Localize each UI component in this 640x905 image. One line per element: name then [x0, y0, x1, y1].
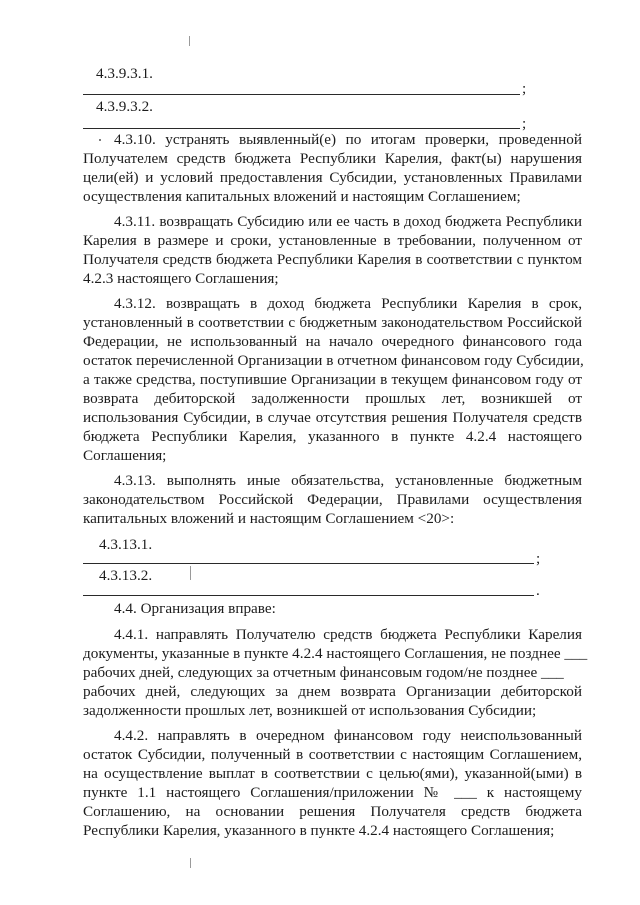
scan-speck	[190, 858, 191, 868]
item-4-3-13-2-number: 4.3.13.2.	[99, 567, 153, 584]
item-4-3-13-1-number: 4.3.13.1.	[99, 536, 153, 553]
paragraph-4-3-11-line: Получателя средств бюджета Республики Карелия в соответствии с пунктом	[83, 251, 582, 268]
paragraph-4-4-1-line: рабочих дней, следующих за отчетным финансовым годом/не позднее ___	[83, 664, 564, 681]
paragraph-4-3-12-line: использования Субсидии, в случае отсутствия решения Получателя средств	[83, 409, 582, 426]
item-4-3-9-3-2-number: 4.3.9.3.2.	[96, 98, 153, 115]
paragraph-4-4-2-line: Республики Карелия, указанного в пункте 4.2.4 настоящего Соглашения;	[83, 822, 555, 839]
blank-line	[83, 128, 520, 129]
paragraph-4-3-10-line: 4.3.10. устранять выявленный(е) по итогам проверки, проведенной	[114, 131, 582, 148]
paragraph-4-3-12-line: Соглашения;	[83, 447, 167, 464]
scan-dot	[99, 139, 101, 141]
paragraph-4-4-1-line: рабочих дней, следующих за днем возврата Организации дебиторской	[83, 683, 582, 700]
item-4-3-9-3-1-number: 4.3.9.3.1.	[96, 65, 153, 82]
paragraph-4-3-12-line: остаток перечисленной Организации в отчетном финансовом году Субсидии,	[83, 352, 584, 369]
paragraph-4-3-12-line: а также средства, поступившие Организации в текущем финансовом году от	[83, 371, 582, 388]
paragraph-4-3-10-line: осуществления капитальных вложений и настоящим Соглашением;	[83, 188, 521, 205]
blank-line	[83, 94, 520, 95]
paragraph-4-3-11-line: 4.2.3 настоящего Соглашения;	[83, 270, 279, 287]
paragraph-4-4-2-line: на осуществление выплат в соответствии с целью(ями), указанной(ыми) в	[83, 765, 582, 782]
item-4-3-13-2-end: .	[536, 582, 540, 599]
paragraph-4-3-12-line: 4.3.12. возвращать в доход бюджета Республики Карелия в срок,	[114, 295, 582, 312]
section-4-4-heading: 4.4. Организация вправе:	[114, 600, 276, 617]
paragraph-4-3-13-line: капитальных вложений и настоящим Соглашением <20>:	[83, 510, 455, 527]
scan-speck	[190, 566, 191, 580]
scan-speck	[189, 36, 190, 46]
paragraph-4-4-2-line: 4.4.2. направлять в очередном финансовом году неиспользованный	[114, 727, 582, 744]
paragraph-4-3-12-line: Федерации, не использованный на начало очередного финансового года	[83, 333, 582, 350]
blank-line	[83, 595, 534, 596]
item-4-3-9-3-2-end: ;	[522, 115, 527, 132]
paragraph-4-4-2-line: Соглашению, на основании решения Получателя средств бюджета	[83, 803, 582, 820]
paragraph-4-4-1-line: 4.4.1. направлять Получателю средств бюджета Республики Карелия	[114, 626, 582, 643]
paragraph-4-3-12-line: возврата дебиторской задолженности прошлых лет, возникшей от	[83, 390, 582, 407]
paragraph-4-4-1-line: задолженности прошлых лет, возникшей от использования Субсидии;	[83, 702, 537, 719]
item-4-3-9-3-1-end: ;	[522, 80, 527, 97]
paragraph-4-3-12-line: установленный в соответствии с бюджетным законодательством Российской	[83, 314, 582, 331]
paragraph-4-3-10-line: цели(ей) и условий предоставления Субсидии, установленных Правилами	[83, 169, 582, 186]
blank-line	[83, 563, 534, 564]
paragraph-4-3-11-line: 4.3.11. возвращать Субсидию или ее часть в доход бюджета Республики	[114, 213, 582, 230]
paragraph-4-3-11-line: Карелия в размере и сроки, установленные в требовании, полученном от	[83, 232, 582, 249]
paragraph-4-3-10-line: Получателем средств бюджета Республики Карелия, факт(ы) нарушения	[83, 150, 582, 167]
item-4-3-13-1-end: ;	[536, 550, 541, 567]
paragraph-4-4-2-line: пункте 1.1 настоящего Соглашения/приложении № ___ к настоящему	[83, 784, 582, 801]
paragraph-4-3-12-line: бюджета Республики Карелия, указанного в пункте 4.2.4 настоящего	[83, 428, 582, 445]
paragraph-4-4-1-line: документы, указанные в пункте 4.2.4 настоящего Соглашения, не позднее ___	[83, 645, 588, 662]
paragraph-4-3-13-line: законодательством Российской Федерации, Правилами осуществления	[83, 491, 582, 508]
paragraph-4-4-2-line: остаток Субсидии, полученный в соответствии с настоящим Соглашением,	[83, 746, 582, 763]
paragraph-4-3-13-line: 4.3.13. выполнять иные обязательства, установленные бюджетным	[114, 472, 582, 489]
